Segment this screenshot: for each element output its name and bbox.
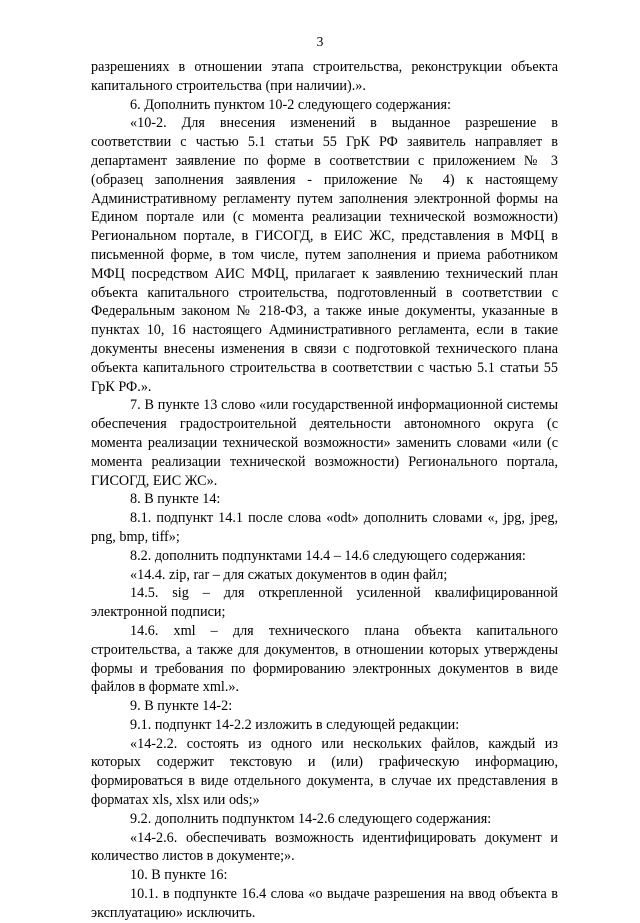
paragraph-continuation: разрешениях в отношении этапа строительства, реконструкции объекта капитального строительства (при наличии).».	[91, 59, 558, 94]
paragraph-item-14-2-2: «14-2.2. состоять из одного или нескольких файлов, каждый из которых содержит текстовую и (или) графическую информацию, формироваться в виде отдельного документа, в случае их представления в форматах xls, xlsx или ods;»	[91, 735, 558, 809]
paragraph-item-10-1: 10.1. в подпункте 16.4 слова «о выдаче разрешения на ввод объекта в эксплуатацию» исключить.	[91, 886, 558, 921]
paragraph-item-14-5: 14.5. sig – для открепленной усиленной квалифицированной электронной подписи;	[91, 585, 558, 621]
paragraph-item-8-2: 8.2. дополнить подпунктами 14.4 – 14.6 следующего содержания:	[130, 547, 526, 564]
paragraph-item-10: 10. В пункте 16:	[130, 867, 228, 884]
paragraph-item-9-1: 9.1. подпункт 14-2.2 изложить в следующей редакции:	[130, 716, 460, 733]
document-body	[91, 58, 558, 923]
paragraph-item-8: 8. В пункте 14:	[130, 491, 221, 508]
paragraph-item-8-1: 8.1. подпункт 14.1 после слова «odt» дополнить словами «, jpg, jpeg, png, bmp, tiff»;	[91, 510, 558, 545]
paragraph-item-14-6: 14.6. xml – для технического плана объекта капитального строительства, а также для документов, в отношении которых утверждены формы и требования по формированию электронных документов в виде файлов в формате xml.».	[91, 622, 558, 696]
paragraph-item-7: 7. В пункте 13 слово «или государственной информационной системы обеспечения градостроительной деятельности автономного округа (с момента реализации технической возможности» заменить словами «или (с момента реализации технической возможности) Регионального портала, ГИСОГД, ЕИС ЖС».	[91, 397, 558, 489]
paragraph-item-6: 6. Дополнить пунктом 10-2 следующего содержания:	[130, 96, 451, 113]
page-number: 3	[316, 34, 324, 49]
paragraph-item-14-4: «14.4. zip, rar – для сжатых документов в один файл;	[130, 566, 448, 583]
paragraph-item-10-2: «10-2. Для внесения изменений в выданное разрешение в соответствии с частью 5.1 статьи 55 ГрК РФ заявитель направляет в департамент заявление по форме в соответствии с приложением № 3 (образец заполнения заявления - приложение № 4) к настоящему Административному регламенту путем заполнения электронной формы на Едином портале или (с момента реализации технической возможности) Региональном портале, в ГИСОГД, в ЕИС ЖС, представления в МФЦ в письменной форме, в том числе, путем заполнения и приема работником МФЦ посредством АИС МФЦ, прилагает к заявлению технический план объекта капитального строительства, подготовленный в соответствии с Федеральным законом № 218-ФЗ, а также иные документы, указанные в пунктах 10, 16 настоящего Административного регламента, если в такие документы внесены изменения в связи с подготовкой технического плана объекта капитального строительства в соответствии с частью 5.1 статьи 55 ГрК РФ.».	[91, 115, 558, 395]
paragraph-item-14-2-6: «14-2.6. обеспечивать возможность идентифицировать документ и количество листов в документе;».	[91, 829, 558, 865]
paragraph-item-9: 9. В пункте 14-2:	[130, 698, 233, 715]
paragraph-item-9-2: 9.2. дополнить подпунктом 14-2.6 следующего содержания:	[130, 810, 492, 827]
